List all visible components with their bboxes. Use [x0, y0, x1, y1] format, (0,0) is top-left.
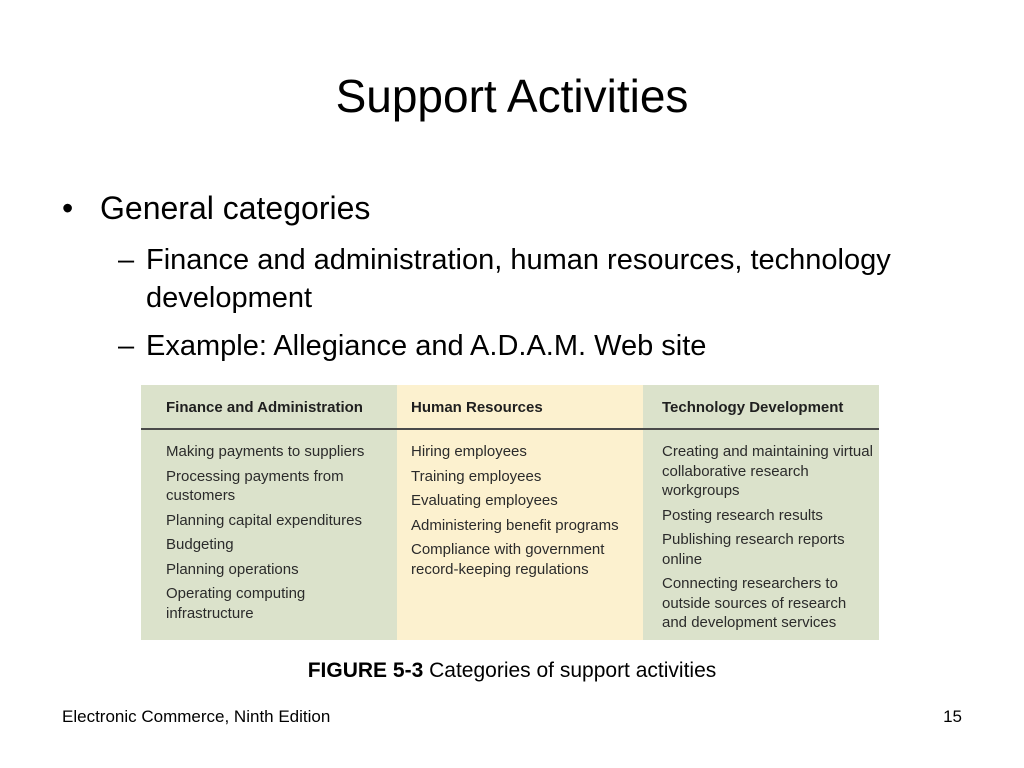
list-item: Evaluating employees — [411, 492, 558, 509]
subbullet-text: Finance and administration, human resources, technology development — [146, 244, 891, 314]
footer-page-number: 15 — [943, 707, 962, 726]
list-item: Hiring employees — [411, 443, 527, 460]
subbullet-text: Example: Allegiance and A.D.A.M. Web site — [146, 330, 707, 362]
list-item: Posting research results — [662, 506, 823, 524]
figure-caption — [0, 658, 1024, 684]
list-item: Administering benefit programs — [411, 516, 619, 534]
bullet-general-categories — [62, 187, 962, 229]
list-item: Operating computing infrastructure — [166, 585, 306, 622]
column-items — [166, 442, 391, 628]
header-divider — [141, 428, 879, 430]
column-items — [411, 442, 637, 584]
bullet-text: General categories — [100, 190, 371, 226]
list-item: Making payments to suppliers — [166, 443, 365, 460]
bullet-mark: • — [62, 190, 74, 226]
figure-caption-text: Categories of support activities — [429, 659, 717, 682]
column-header: Technology Development — [662, 399, 844, 416]
column-human-resources — [397, 385, 643, 640]
list-item: Planning operations — [166, 560, 299, 578]
slide-title: Support Activities — [335, 70, 689, 122]
subbullet-mark: – — [118, 244, 135, 276]
subbullet-mark: – — [118, 330, 135, 362]
column-items — [662, 442, 873, 638]
list-item: Processing payments from customers — [166, 467, 344, 504]
column-header: Human Resources — [411, 399, 543, 416]
column-technology-development — [643, 385, 879, 640]
list-item: Compliance with government record-keeping regulations — [411, 541, 605, 578]
support-activities-figure — [141, 385, 879, 640]
bullet-list — [62, 187, 962, 365]
list-item: Creating and maintaining virtual collaborative research workgroups — [662, 443, 873, 499]
list-item: Planning capital expenditures — [166, 511, 362, 529]
list-item: Connecting researchers to outside sources of research and development services — [662, 575, 847, 631]
figure-label: FIGURE 5-3 — [307, 659, 424, 682]
footer-course-title: Electronic Commerce, Ninth Edition — [62, 707, 331, 726]
column-finance-administration — [141, 385, 397, 640]
list-item: Budgeting — [166, 536, 234, 553]
list-item: Training employees — [411, 467, 542, 485]
subbullet-example — [62, 327, 962, 365]
column-header: Finance and Administration — [166, 399, 363, 416]
subbullet-categories — [62, 241, 962, 317]
list-item: Publishing research reports online — [662, 531, 845, 568]
